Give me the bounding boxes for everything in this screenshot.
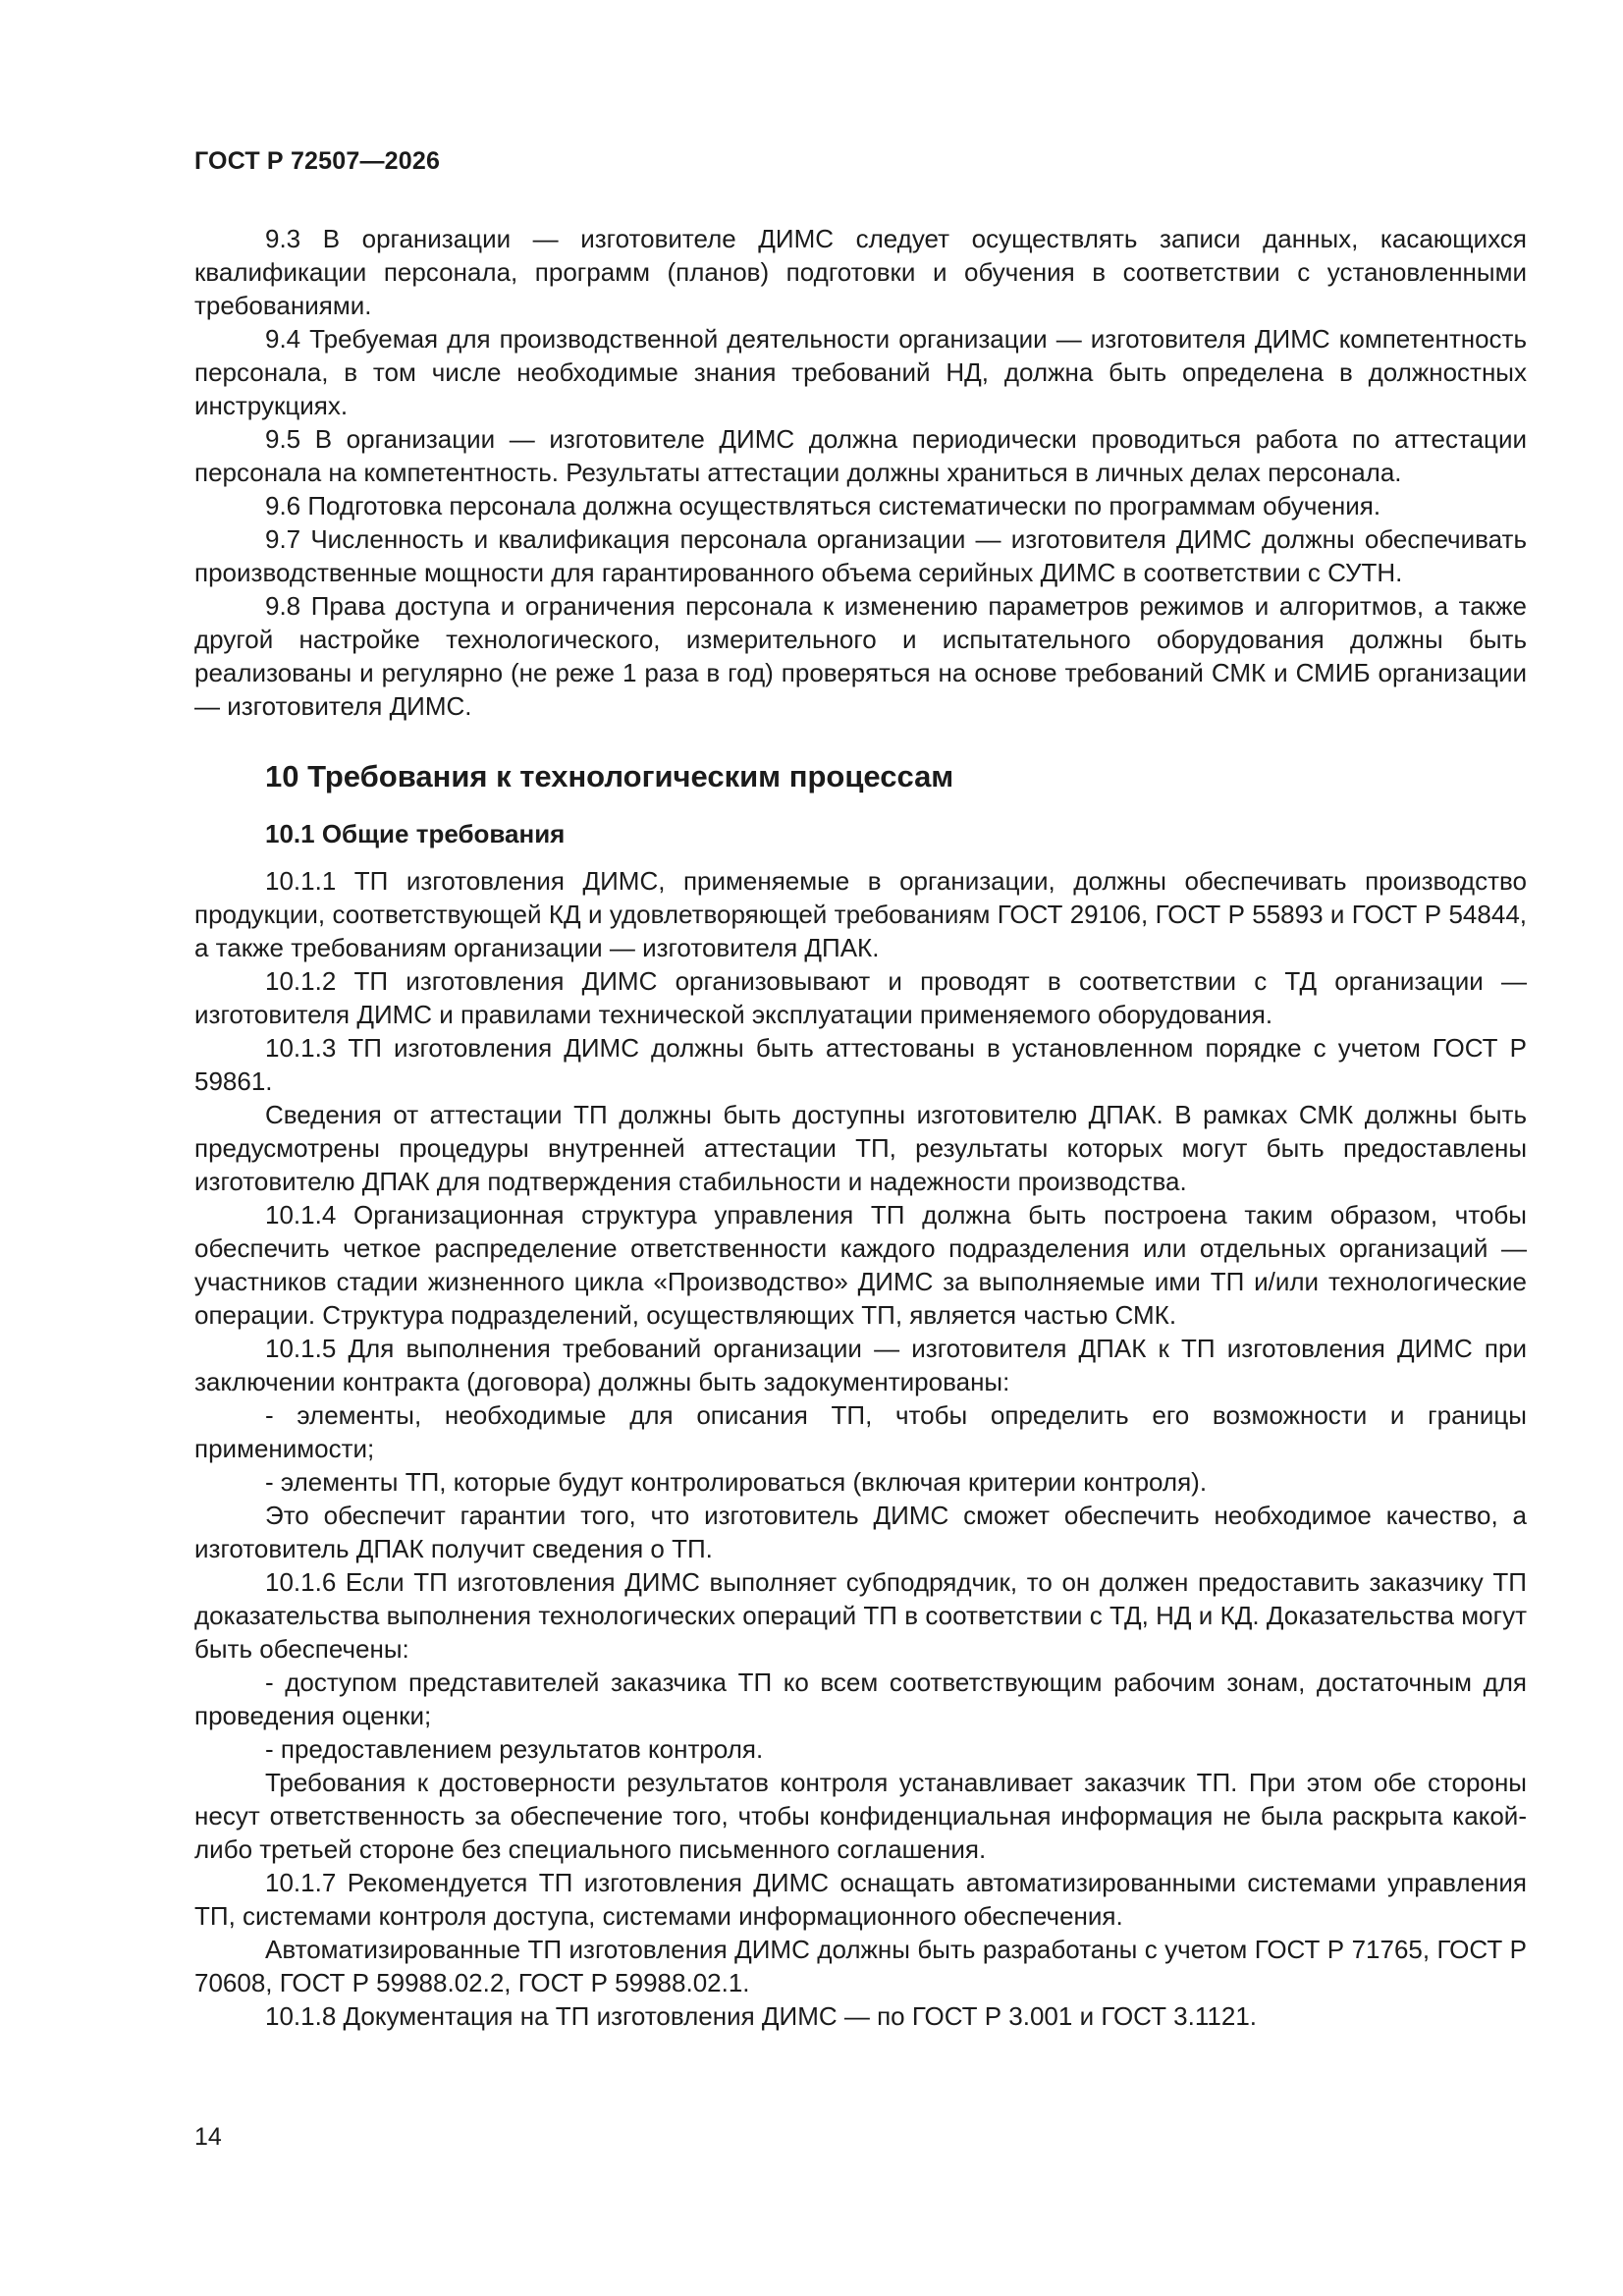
paragraph-9-5: 9.5 В организации — изготовителе ДИМС должна периодически проводиться работа по аттестации персонала на компетентность. Результаты аттестации должны храниться в личных делах персонала. [194, 424, 1527, 487]
document-header: ГОСТ Р 72507—2026 [194, 147, 441, 175]
section-title: 10 Требования к технологическим процессам [265, 759, 954, 793]
paragraph-9-3: 9.3 В организации — изготовителе ДИМС следует осуществлять записи данных, касающихся квалификации персонала, программ (планов) подготовки и обучения в соответствии с установленными требованиями. [194, 224, 1527, 320]
list-item: - предоставлением результатов контроля. [265, 1734, 764, 1764]
paragraph-10-1-4: 10.1.4 Организационная структура управления ТП должна быть построена таким образом, чтобы обеспечить четкое распределение ответственности каждого подразделения или отдельных организаций — участников стадии жизненного цикла «Производство» ДИМС за выполняемые ими ТП и/или технологические операции. Структура подразделений, осуществляющих ТП, является частью СМК. [194, 1200, 1527, 1330]
subsection-title: 10.1 Общие требования [265, 819, 566, 848]
paragraph-guarantee: Это обеспечит гарантии того, что изготовитель ДИМС сможет обеспечить необходимое качество, а изготовитель ДПАК получит сведения о ТП. [194, 1501, 1527, 1563]
paragraph-10-1-1: 10.1.1 ТП изготовления ДИМС, применяемые в организации, должны обеспечивать производство продукции, соответствующей КД и удовлетворяющей требованиям ГОСТ 29106, ГОСТ Р 55893 и ГОСТ Р 54844, а также требованиям организации — изготовителя ДПАК. [194, 866, 1527, 962]
list-item: - элементы, необходимые для описания ТП, чтобы определить его возможности и границы применимости; [194, 1400, 1527, 1463]
paragraph-10-1-5: 10.1.5 Для выполнения требований организации — изготовителя ДПАК к ТП изготовления ДИМС при заключении контракта (договора) должны быть задокументированы: [194, 1334, 1527, 1396]
paragraph-10-1-6: 10.1.6 Если ТП изготовления ДИМС выполняет субподрядчик, то он должен предоставить заказчику ТП доказательства выполнения технологических операций ТП в соответствии с ТД, НД и КД. Доказательства могут быть обеспечены: [194, 1567, 1527, 1664]
paragraph-10-1-8: 10.1.8 Документация на ТП изготовления ДИМС — по ГОСТ Р 3.001 и ГОСТ 3.1121. [265, 2001, 1258, 2031]
paragraph-reliability: Требования к достоверности результатов контроля устанавливает заказчик ТП. При этом обе стороны несут ответственность за обеспечение того, чтобы конфиденциальная информация не была раскрыта какой-либо третьей стороне без специального письменного соглашения. [194, 1768, 1527, 1864]
list-item: - доступом представителей заказчика ТП ко всем соответствующим рабочим зонам, достаточным для проведения оценки; [194, 1667, 1527, 1730]
paragraph-9-6: 9.6 Подготовка персонала должна осуществляться систематически по программам обучения. [265, 491, 1381, 520]
page-number: 14 [194, 2123, 222, 2151]
document-body [194, 222, 1527, 2033]
paragraph-attestation-info: Сведения от аттестации ТП должны быть доступны изготовителю ДПАК. В рамках СМК должны быть предусмотрены процедуры внутренней аттестации ТП, результаты которых могут быть предоставлены изготовителю ДПАК для подтверждения стабильности и надежности производства. [194, 1100, 1527, 1196]
list-item: - элементы ТП, которые будут контролироваться (включая критерии контроля). [265, 1467, 1208, 1497]
paragraph-9-7: 9.7 Численность и квалификация персонала организации — изготовителя ДИМС должны обеспечивать производственные мощности для гарантированного объема серийных ДИМС в соответствии с СУТН. [194, 524, 1527, 587]
paragraph-9-8: 9.8 Права доступа и ограничения персонала к изменению параметров режимов и алгоритмов, а также другой настройке технологического, измерительного и испытательного оборудования должны быть реализованы и регулярно (не реже 1 раза в год) проверяться на основе требований СМК и СМИБ организации — изготовителя ДИМС. [194, 591, 1527, 721]
paragraph-10-1-2: 10.1.2 ТП изготовления ДИМС организовывают и проводят в соответствии с ТД организации — изготовителя ДИМС и правилами технической эксплуатации применяемого оборудования. [194, 966, 1527, 1029]
paragraph-10-1-7: 10.1.7 Рекомендуется ТП изготовления ДИМС оснащать автоматизированными системами управления ТП, системами контроля доступа, системами информационного обеспечения. [194, 1868, 1527, 1931]
paragraph-10-1-3: 10.1.3 ТП изготовления ДИМС должны быть аттестованы в установленном порядке с учетом ГОСТ Р 59861. [194, 1033, 1527, 1096]
paragraph-9-4: 9.4 Требуемая для производственной деятельности организации — изготовителя ДИМС компетентность персонала, в том числе необходимые знания требований НД, должна быть определена в должностных инструкциях. [194, 324, 1527, 420]
paragraph-automated-tp: Автоматизированные ТП изготовления ДИМС должны быть разработаны с учетом ГОСТ Р 71765, ГОСТ Р 70608, ГОСТ Р 59988.02.2, ГОСТ Р 59988.02.1. [194, 1935, 1527, 1997]
